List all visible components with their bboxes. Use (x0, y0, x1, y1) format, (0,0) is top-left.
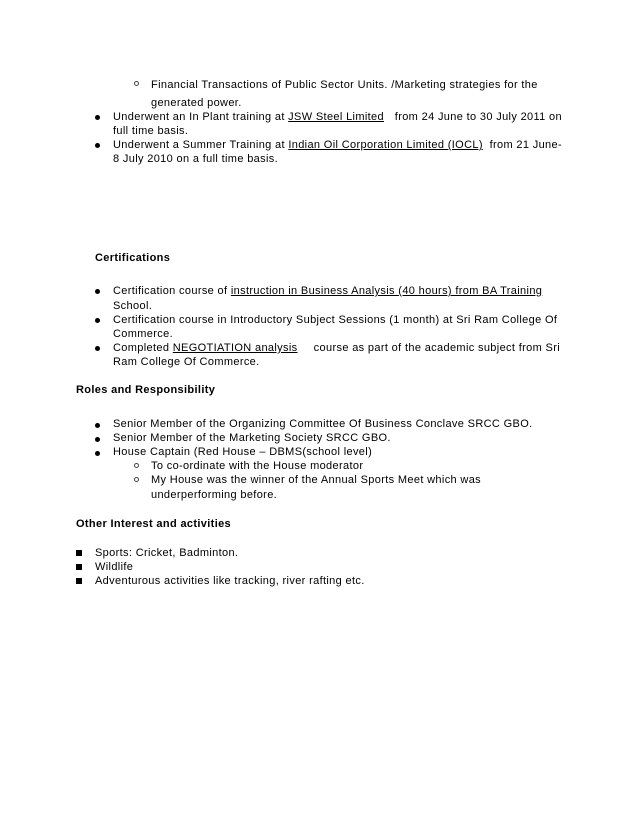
cert-item-3-line2: Ram College Of Commerce. (113, 356, 260, 368)
square-bullet-icon (76, 564, 82, 570)
role-sub-item-1: To co-ordinate with the House moderator (151, 460, 364, 472)
negotiation-link: NEGOTIATION analysis (172, 342, 298, 354)
role-sub-item-2-line2: underperforming before. (151, 489, 278, 501)
bullet-icon (95, 318, 100, 323)
role-item-1: Senior Member of the Organizing Committee Of Business Conclave SRCC GBO. (113, 418, 533, 430)
cert-item-1-line1: Certification course of instruction in Business Analysis (40 hours) from BA Training (113, 285, 543, 297)
bullet-icon (95, 289, 100, 294)
experience-item-1-line1: Underwent an In Plant training at JSW Steel Limited from 24 June to 30 July 2011 on (113, 111, 562, 123)
certifications-heading: Certifications (95, 252, 171, 264)
bullet-icon (95, 451, 100, 456)
jsw-link: JSW Steel Limited (288, 111, 384, 123)
square-bullet-icon (76, 578, 82, 584)
sub-bullet-line1: Financial Transactions of Public Sector Units. /Marketing strategies for the (151, 79, 538, 91)
bullet-icon (95, 346, 100, 351)
bullet-icon (95, 143, 100, 148)
bullet-icon (95, 115, 100, 120)
bullet-icon (95, 437, 100, 442)
experience-item-1-line2: full time basis. (113, 125, 189, 137)
role-item-2: Senior Member of the Marketing Society SRCC GBO. (113, 432, 391, 444)
interest-item-1: Sports: Cricket, Badminton. (95, 547, 239, 559)
bullet-icon (95, 423, 100, 428)
cert-item-2-line2: Commerce. (113, 328, 173, 340)
hollow-bullet-icon (134, 463, 139, 468)
interests-heading: Other Interest and activities (76, 518, 232, 530)
square-bullet-icon (76, 550, 82, 556)
sub-bullet-line2: generated power. (151, 97, 242, 109)
experience-item-2-line2: 8 July 2010 on a full time basis. (113, 153, 279, 165)
interest-item-3: Adventurous activities like tracking, river rafting etc. (95, 575, 365, 587)
cert-item-2-line1: Certification course in Introductory Subject Sessions (1 month) at Sri Ram College Of (113, 314, 558, 326)
ba-course-link: instruction in Business Analysis (40 hours) from BA Training (230, 285, 543, 297)
hollow-bullet-icon (134, 81, 139, 86)
role-item-3: House Captain (Red House – DBMS(school level) (113, 446, 373, 458)
hollow-bullet-icon (134, 477, 139, 482)
experience-item-2-line1: Underwent a Summer Training at Indian Oil Corporation Limited (IOCL) from 21 June- (113, 139, 562, 151)
roles-heading: Roles and Responsibility (76, 384, 216, 396)
role-sub-item-2-line1: My House was the winner of the Annual Sports Meet which was (151, 474, 482, 486)
cert-item-3-line1: Completed NEGOTIATION analysis course as part of the academic subject from Sri (113, 342, 560, 354)
interest-item-2: Wildlife (95, 561, 134, 573)
cert-item-1-line2: School. (113, 300, 153, 312)
iocl-link: Indian Oil Corporation Limited (IOCL) (288, 139, 483, 151)
